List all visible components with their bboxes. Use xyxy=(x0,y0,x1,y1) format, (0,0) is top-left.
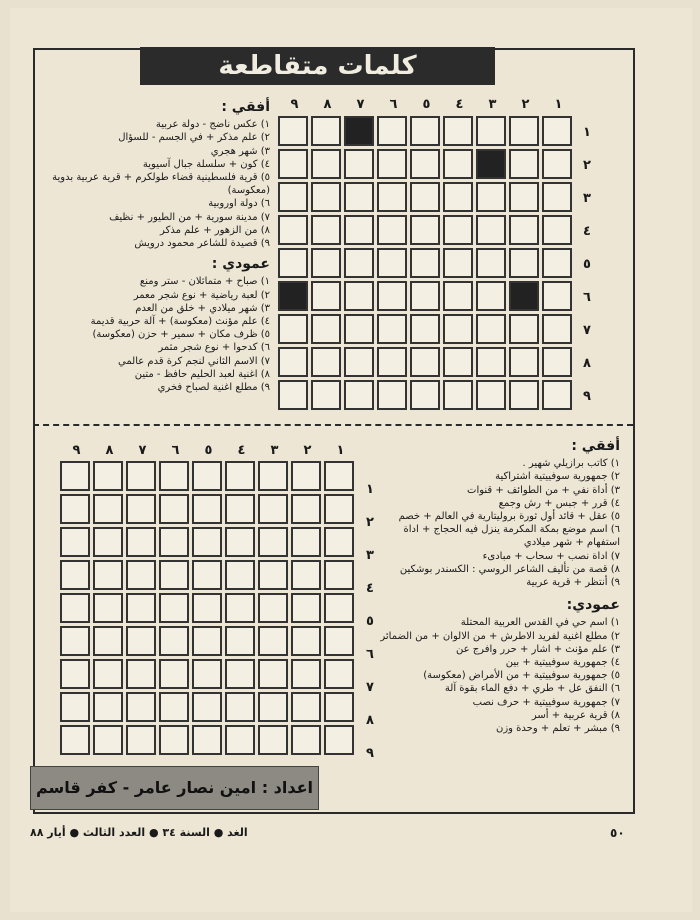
grid-cell xyxy=(509,215,539,245)
grid-cell xyxy=(324,560,354,590)
black-square xyxy=(509,281,539,311)
grid-cell xyxy=(278,314,308,344)
grid-cell xyxy=(377,314,407,344)
grid-cell xyxy=(192,560,222,590)
grid-cell xyxy=(542,215,572,245)
clue: ٧) الاسم الثاني لنجم كرة قدم عالمي xyxy=(118,355,270,367)
clue: ٤) قرر + جبس + رش وجمع xyxy=(498,497,620,509)
grid-cell xyxy=(93,626,123,656)
grid-cell xyxy=(291,494,321,524)
puzzle2-clues xyxy=(380,440,620,735)
grid-cell xyxy=(159,560,189,590)
grid-cell xyxy=(225,626,255,656)
puzzle1-vertical-heading: عمودي : xyxy=(211,256,270,273)
clue: ٤) جمهورية سوفييتية + بين xyxy=(505,657,620,669)
grid-cell xyxy=(377,182,407,212)
grid-cell xyxy=(509,314,539,344)
page-number: ٥٠ xyxy=(610,826,625,840)
grid-cell xyxy=(509,116,539,146)
clue: ٥) عقل + قائد أول ثورة بروليتارية في العالم + خصم xyxy=(398,511,620,523)
column-number: ٨ xyxy=(323,97,332,112)
grid-cell xyxy=(291,626,321,656)
puzzle2-horizontal-clues xyxy=(380,457,620,589)
grid-cell xyxy=(258,593,288,623)
puzzle1-grid xyxy=(278,116,572,410)
grid-cell xyxy=(225,461,255,491)
grid-cell xyxy=(278,380,308,410)
grid-cell xyxy=(410,182,440,212)
puzzle1-horizontal-heading: أفقي : xyxy=(221,99,270,115)
grid-cell xyxy=(93,527,123,557)
clue: ١) صباح + متماثلان - ستر ومنع xyxy=(139,276,270,288)
grid-cell xyxy=(324,692,354,722)
grid-cell xyxy=(324,626,354,656)
row-number: ٢ xyxy=(366,515,374,530)
puzzle2-vertical-clues xyxy=(380,616,620,735)
column-number: ٦ xyxy=(171,443,180,458)
column-number: ٢ xyxy=(521,97,530,112)
row-number: ٧ xyxy=(583,323,591,338)
puzzle2-row-numbers xyxy=(360,475,380,772)
grid-cell xyxy=(410,215,440,245)
grid-cell xyxy=(126,527,156,557)
clue: ٥) قرية فلسطينية قضاء طولكرم + قرية عربية بدوية (معكوسة) xyxy=(52,172,270,197)
grid-cell xyxy=(192,494,222,524)
grid-cell xyxy=(311,314,341,344)
grid-cell xyxy=(344,182,374,212)
grid-cell xyxy=(159,659,189,689)
grid-cell xyxy=(443,182,473,212)
grid-cell xyxy=(311,116,341,146)
row-number: ٨ xyxy=(366,713,374,728)
grid-cell xyxy=(344,380,374,410)
clue: ٦) اسم موضع بمكة المكرمة ينزل فيه الحجاج + اداة استفهام + شهر ميلادي xyxy=(403,524,620,549)
grid-cell xyxy=(377,149,407,179)
puzzle1-clues xyxy=(40,101,270,394)
puzzle2-vertical-heading: عمودي: xyxy=(566,597,620,614)
grid-cell xyxy=(324,527,354,557)
row-number: ٢ xyxy=(583,158,591,173)
grid-cell xyxy=(258,692,288,722)
clue: ٧) مدينة سورية + من الطيور + نظيف xyxy=(109,211,270,223)
grid-cell xyxy=(278,215,308,245)
grid-cell xyxy=(225,593,255,623)
grid-cell xyxy=(476,248,506,278)
row-number: ٣ xyxy=(583,191,591,206)
grid-cell xyxy=(291,560,321,590)
grid-cell xyxy=(126,461,156,491)
clue: ٢) لعبة رياضية + نوع شجر معمر xyxy=(133,289,270,301)
grid-cell xyxy=(476,314,506,344)
divider xyxy=(33,424,633,426)
puzzle2-horizontal-heading: أفقي : xyxy=(571,438,620,454)
grid-cell xyxy=(60,527,90,557)
grid-cell xyxy=(509,380,539,410)
grid-cell xyxy=(126,725,156,755)
grid-cell xyxy=(278,182,308,212)
row-number: ٤ xyxy=(366,581,374,596)
grid-cell xyxy=(410,347,440,377)
puzzle2-column-numbers xyxy=(60,443,357,458)
clue: ٥) ظرف مكان + سمير + حزن (معكوسة) xyxy=(92,329,270,341)
grid-cell xyxy=(542,149,572,179)
grid-cell xyxy=(377,347,407,377)
grid-cell xyxy=(60,659,90,689)
grid-cell xyxy=(278,248,308,278)
row-number: ٣ xyxy=(366,548,374,563)
grid-cell xyxy=(60,725,90,755)
grid-cell xyxy=(192,725,222,755)
column-number: ٤ xyxy=(455,97,464,112)
column-number: ١ xyxy=(336,443,345,458)
clue: ٩) أنتظر + قرية عربية xyxy=(526,577,620,589)
clue: ٣) شهر هجري xyxy=(210,145,270,157)
clue: ٨) اغنية لعبد الحليم حافظ - متين xyxy=(134,368,270,380)
clue: ١) اسم حي في القدس العربية المحتلة xyxy=(460,617,620,629)
grid-cell xyxy=(93,725,123,755)
clue: ٤) كون + سلسلة جبال آسيوية xyxy=(142,158,270,170)
clue: ٩) مطلع اغنية لصباح فخري xyxy=(157,382,270,394)
grid-cell xyxy=(258,659,288,689)
grid-cell xyxy=(542,281,572,311)
grid-cell xyxy=(443,215,473,245)
puzzle1-row-numbers xyxy=(577,118,597,415)
grid-cell xyxy=(476,116,506,146)
grid-cell xyxy=(126,560,156,590)
grid-cell xyxy=(291,593,321,623)
grid-cell xyxy=(377,380,407,410)
clue: ٦) كدحوا + نوع شجر مثمر xyxy=(158,342,270,354)
grid-cell xyxy=(344,314,374,344)
grid-cell xyxy=(311,149,341,179)
column-number: ٧ xyxy=(356,97,365,112)
grid-cell xyxy=(192,626,222,656)
grid-cell xyxy=(258,725,288,755)
grid-cell xyxy=(60,494,90,524)
grid-cell xyxy=(192,593,222,623)
grid-cell xyxy=(126,659,156,689)
grid-cell xyxy=(93,494,123,524)
black-square xyxy=(278,281,308,311)
black-square xyxy=(476,149,506,179)
grid-cell xyxy=(509,149,539,179)
grid-cell xyxy=(377,215,407,245)
clue: ٣) علم مؤنث + اشار + حرر وافرج عن xyxy=(455,643,620,655)
grid-cell xyxy=(60,560,90,590)
grid-cell xyxy=(377,281,407,311)
grid-cell xyxy=(278,347,308,377)
grid-cell xyxy=(410,314,440,344)
grid-cell xyxy=(542,347,572,377)
clue: ٥) جمهورية سوفييتية + من الأمراض (معكوسة) xyxy=(423,670,620,682)
grid-cell xyxy=(410,116,440,146)
puzzle1-column-numbers xyxy=(278,97,575,112)
grid-cell xyxy=(476,215,506,245)
grid-cell xyxy=(291,527,321,557)
column-number: ٩ xyxy=(290,97,299,112)
grid-cell xyxy=(126,692,156,722)
grid-cell xyxy=(344,149,374,179)
grid-cell xyxy=(324,593,354,623)
grid-cell xyxy=(476,182,506,212)
row-number: ١ xyxy=(366,482,374,497)
clue: ٩) مبشر + تعلم + وحدة وزن xyxy=(496,723,620,735)
puzzle1-horizontal-clues xyxy=(40,118,270,250)
puzzle1-vertical-clues xyxy=(40,275,270,394)
grid-cell xyxy=(126,593,156,623)
grid-cell xyxy=(225,527,255,557)
grid-cell xyxy=(278,149,308,179)
grid-cell xyxy=(509,182,539,212)
grid-cell xyxy=(192,461,222,491)
grid-cell xyxy=(192,527,222,557)
grid-cell xyxy=(410,248,440,278)
grid-cell xyxy=(192,692,222,722)
grid-cell xyxy=(410,149,440,179)
grid-cell xyxy=(542,248,572,278)
row-number: ٩ xyxy=(583,389,591,404)
grid-cell xyxy=(443,281,473,311)
grid-cell xyxy=(225,494,255,524)
row-number: ٧ xyxy=(366,680,374,695)
grid-cell xyxy=(509,347,539,377)
row-number: ٥ xyxy=(366,614,374,629)
grid-cell xyxy=(192,659,222,689)
grid-cell xyxy=(60,692,90,722)
clue: ٣) أداة نفي + من الطوائف + قنوات xyxy=(467,484,620,496)
row-number: ٦ xyxy=(583,290,591,305)
row-number: ٤ xyxy=(583,224,591,239)
clue: ٨) قصة من تأليف الشاعر الروسي : الكسندر بوشكين xyxy=(399,563,620,575)
grid-cell xyxy=(509,248,539,278)
column-number: ٤ xyxy=(237,443,246,458)
grid-cell xyxy=(377,248,407,278)
grid-cell xyxy=(324,461,354,491)
grid-cell xyxy=(258,494,288,524)
grid-cell xyxy=(324,659,354,689)
grid-cell xyxy=(159,527,189,557)
grid-cell xyxy=(377,116,407,146)
clue: ٧) اداة نصب + سحاب + مبادىء xyxy=(482,550,620,562)
row-number: ٨ xyxy=(583,356,591,371)
clue: ٨) من الزهور + علم مذكر xyxy=(160,224,270,236)
grid-cell xyxy=(258,560,288,590)
grid-cell xyxy=(443,380,473,410)
grid-cell xyxy=(476,380,506,410)
grid-cell xyxy=(60,461,90,491)
grid-cell xyxy=(476,347,506,377)
black-square xyxy=(344,116,374,146)
grid-cell xyxy=(159,626,189,656)
clue: ٢) علم مذكر + في الجسم - للسؤال xyxy=(118,132,270,144)
grid-cell xyxy=(225,725,255,755)
grid-cell xyxy=(443,314,473,344)
grid-cell xyxy=(542,116,572,146)
clue: ٦) دولة اوروبية xyxy=(208,198,270,210)
column-number: ٣ xyxy=(488,97,497,112)
grid-cell xyxy=(159,461,189,491)
grid-cell xyxy=(258,527,288,557)
grid-cell xyxy=(344,248,374,278)
grid-cell xyxy=(311,215,341,245)
grid-cell xyxy=(443,116,473,146)
column-number: ٦ xyxy=(389,97,398,112)
grid-cell xyxy=(93,560,123,590)
clue: ٢) جمهورية سوفييتية اشتراكية xyxy=(495,471,620,483)
clue: ١) كاتب برازيلي شهير . xyxy=(522,458,620,470)
grid-cell xyxy=(443,347,473,377)
grid-cell xyxy=(278,116,308,146)
page-title: كلمات متقاطعة xyxy=(140,47,495,85)
grid-cell xyxy=(159,494,189,524)
grid-cell xyxy=(344,347,374,377)
grid-cell xyxy=(225,659,255,689)
grid-cell xyxy=(60,593,90,623)
column-number: ٢ xyxy=(303,443,312,458)
grid-cell xyxy=(93,659,123,689)
grid-cell xyxy=(291,659,321,689)
clue: ١) عكس ناضج - دولة عربية xyxy=(155,119,270,131)
clue: ٩) قصيدة للشاعر محمود درويش xyxy=(134,238,270,250)
credit-box: اعداد : امين نصار عامر - كفر قاسم xyxy=(30,766,319,810)
grid-cell xyxy=(443,248,473,278)
column-number: ٥ xyxy=(422,97,431,112)
clue: ٦) النفق عل + طري + دفع الماء بقوة آلة xyxy=(444,683,620,695)
grid-cell xyxy=(93,692,123,722)
grid-cell xyxy=(410,281,440,311)
grid-cell xyxy=(60,626,90,656)
column-number: ٣ xyxy=(270,443,279,458)
row-number: ٦ xyxy=(366,647,374,662)
grid-cell xyxy=(291,461,321,491)
column-number: ٩ xyxy=(72,443,81,458)
grid-cell xyxy=(159,725,189,755)
row-number: ٥ xyxy=(583,257,591,272)
grid-cell xyxy=(542,380,572,410)
clue: ٨) قرية عربية + أسر xyxy=(531,709,620,721)
column-number: ٨ xyxy=(105,443,114,458)
column-number: ٧ xyxy=(138,443,147,458)
grid-cell xyxy=(542,314,572,344)
grid-cell xyxy=(291,725,321,755)
grid-cell xyxy=(542,182,572,212)
grid-cell xyxy=(324,494,354,524)
grid-cell xyxy=(93,593,123,623)
clue: ٤) علم مؤنث (معكوسة) + آلة حربية قديمة xyxy=(90,316,270,328)
grid-cell xyxy=(344,215,374,245)
grid-cell xyxy=(311,182,341,212)
row-number: ٩ xyxy=(366,746,374,761)
grid-cell xyxy=(291,692,321,722)
grid-cell xyxy=(258,461,288,491)
footer-issue-info: الغد ● السنة ٣٤ ● العدد الثالث ● أيار ٨٨ xyxy=(30,826,248,839)
grid-cell xyxy=(126,494,156,524)
grid-cell xyxy=(126,626,156,656)
column-number: ١ xyxy=(554,97,563,112)
clue: ٧) جمهورية سوفييتية + حرف نصب xyxy=(472,696,620,708)
grid-cell xyxy=(93,461,123,491)
row-number: ١ xyxy=(583,125,591,140)
grid-cell xyxy=(443,149,473,179)
grid-cell xyxy=(410,380,440,410)
clue: ٣) شهر ميلادي + خلق من العدم xyxy=(135,302,270,314)
grid-cell xyxy=(324,725,354,755)
column-number: ٥ xyxy=(204,443,213,458)
grid-cell xyxy=(311,347,341,377)
grid-cell xyxy=(159,692,189,722)
grid-cell xyxy=(476,281,506,311)
grid-cell xyxy=(311,281,341,311)
clue: ٢) مطلع اغنية لفريد الاطرش + من الالوان + من الضمائر xyxy=(380,630,620,642)
grid-cell xyxy=(311,248,341,278)
grid-cell xyxy=(344,281,374,311)
grid-cell xyxy=(159,593,189,623)
grid-cell xyxy=(311,380,341,410)
grid-cell xyxy=(258,626,288,656)
grid-cell xyxy=(225,692,255,722)
grid-cell xyxy=(225,560,255,590)
puzzle2-grid xyxy=(60,461,354,755)
